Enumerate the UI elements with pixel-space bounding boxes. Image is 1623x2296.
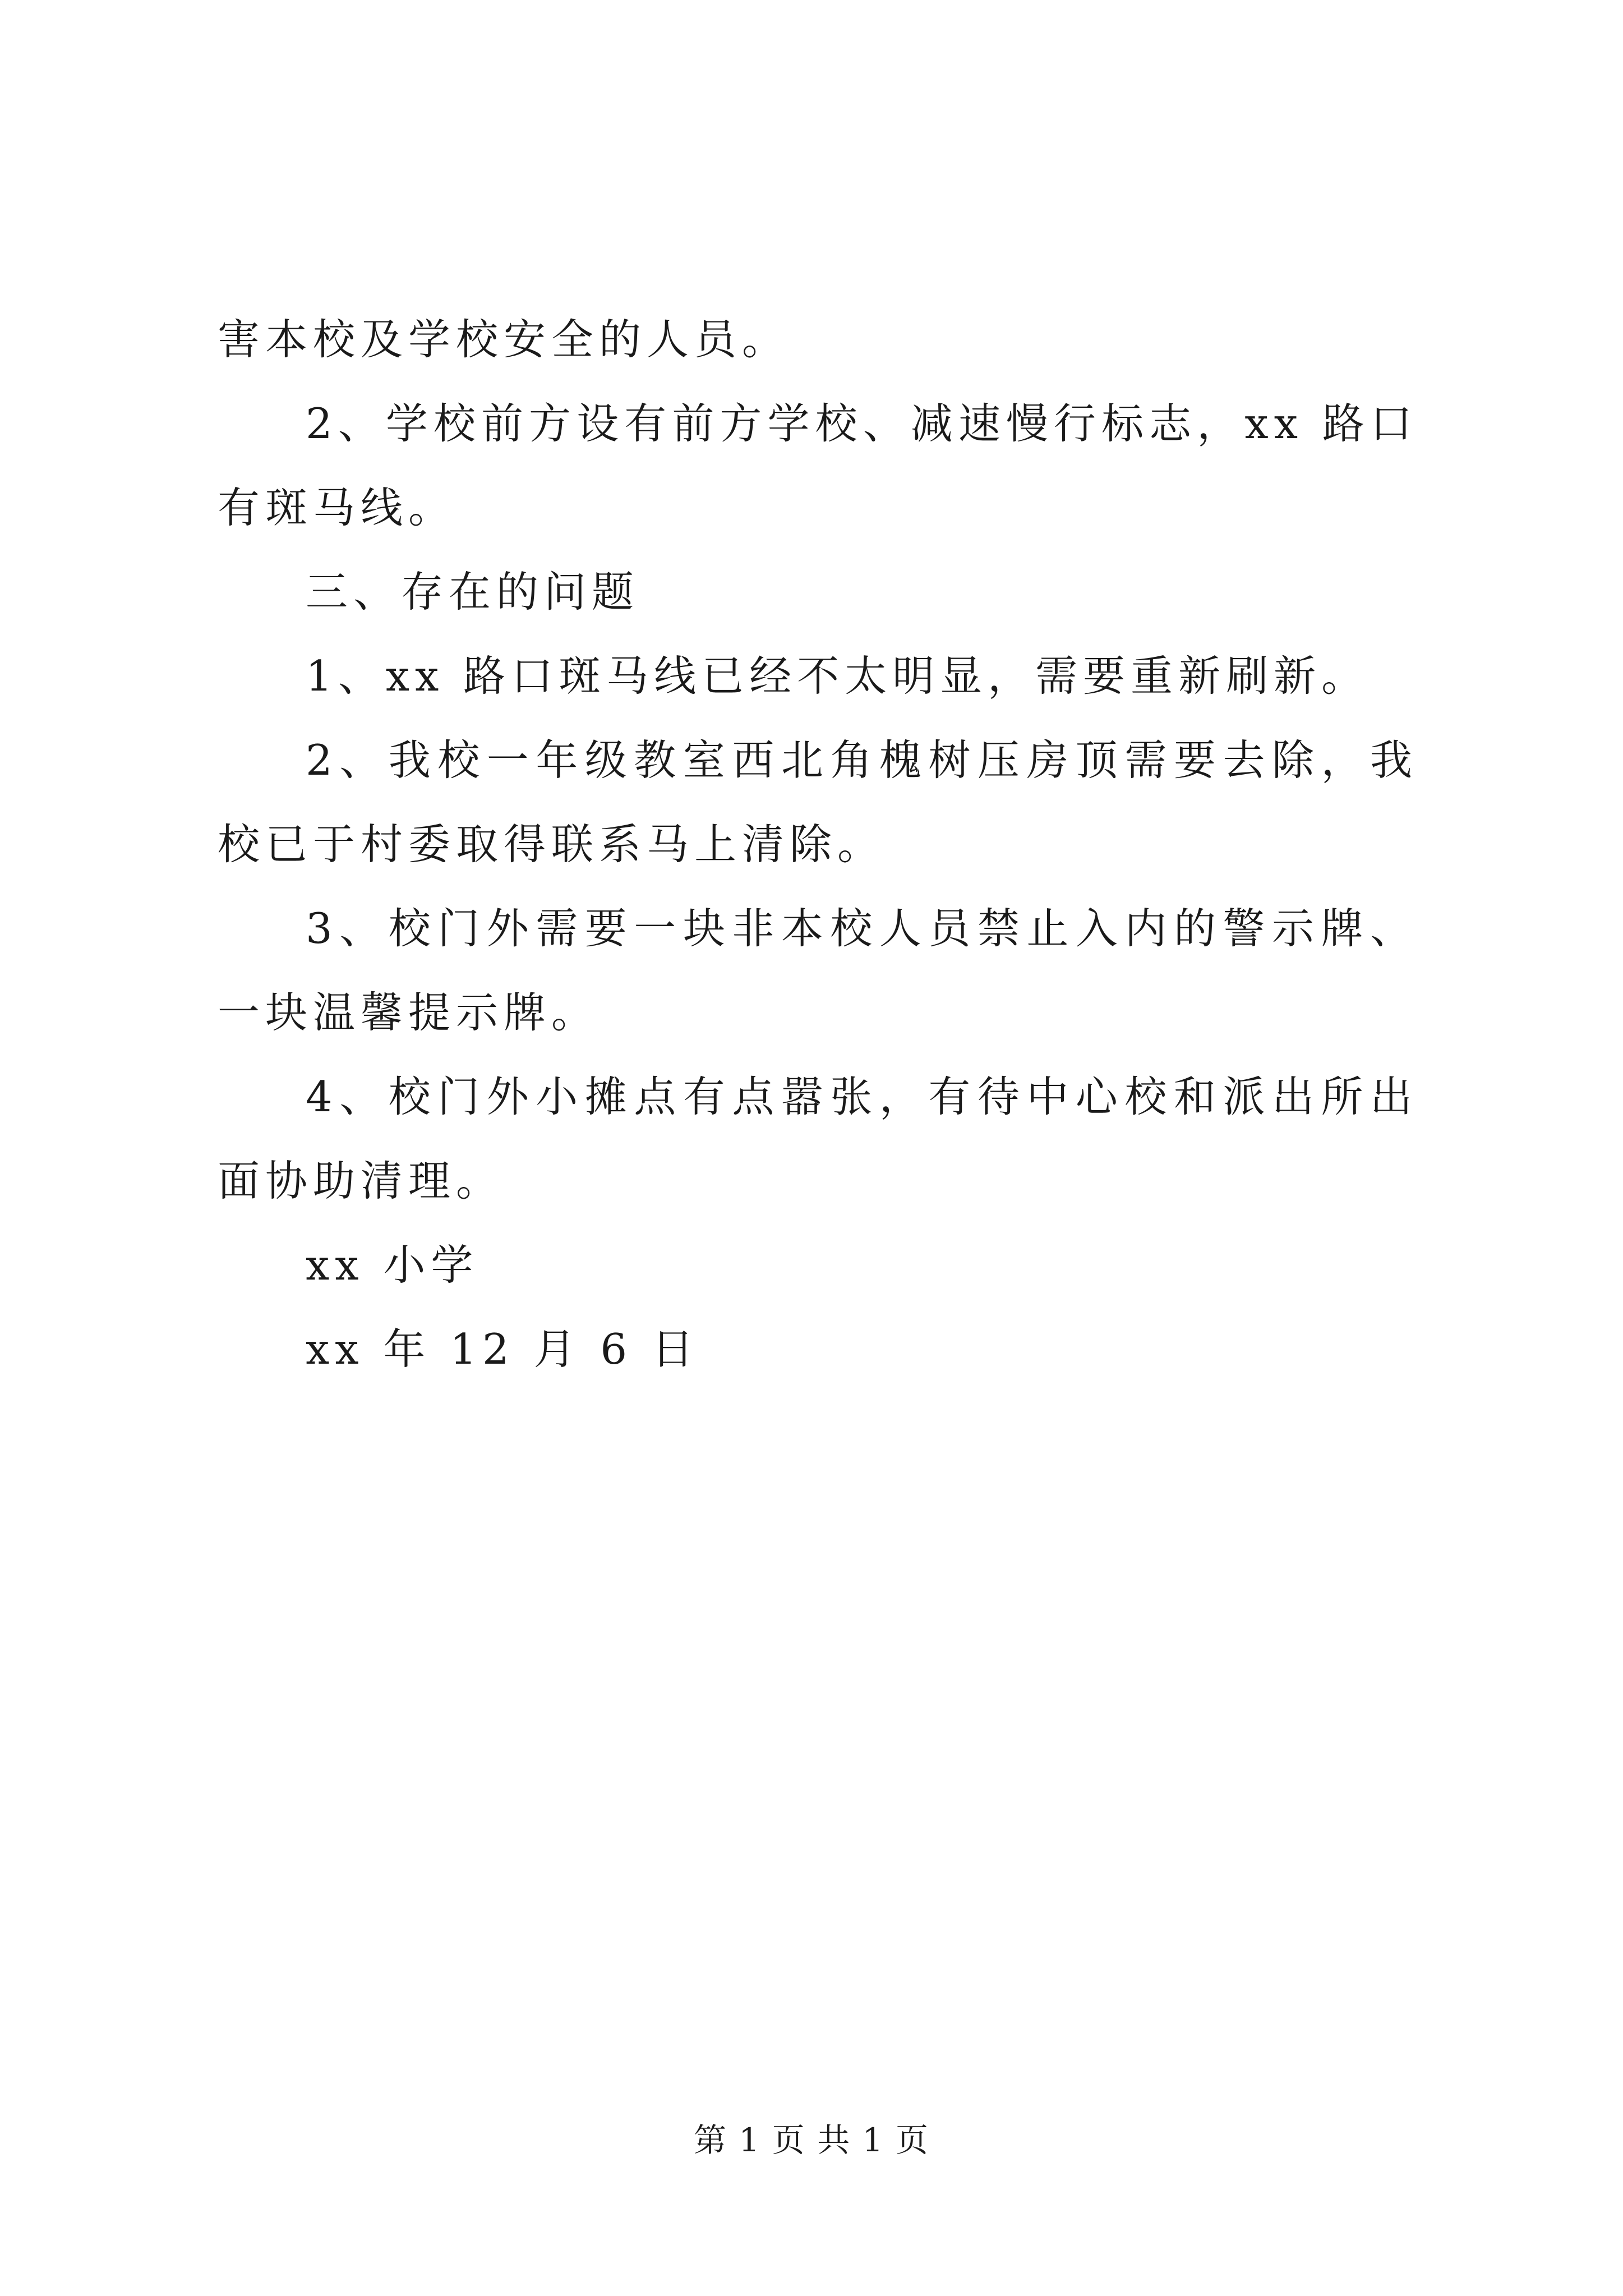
paragraph-continuation: 害本校及学校安全的人员。 <box>218 315 790 364</box>
page-footer: 第 1 页 共 1 页 <box>694 2121 929 2159</box>
signature-date: xx 年 12 月 6 日 <box>306 1324 699 1374</box>
paragraph-problem-4: 4、校门外小摊点有点嚣张，有待中心校和派出所出面协助清理。 <box>218 1072 1418 1205</box>
section-heading-problems: 三、存在的问题 <box>306 567 640 616</box>
paragraph-problem-3: 3、校门外需要一块非本校人员禁止入内的警示牌、一块温馨提示牌。 <box>218 904 1418 1037</box>
signature-organization: xx 小学 <box>306 1240 479 1290</box>
paragraph-problem-1: 1、xx 路口斑马线已经不太明显，需要重新刷新。 <box>306 651 1370 701</box>
paragraph-problem-2: 2、我校一年级教室西北角槐树压房顶需要去除，我校已于村委取得联系马上清除。 <box>218 735 1418 869</box>
document-body <box>218 297 1418 1391</box>
paragraph-item-2-signs: 2、学校前方设有前方学校、减速慢行标志，xx 路口有斑马线。 <box>218 399 1418 532</box>
